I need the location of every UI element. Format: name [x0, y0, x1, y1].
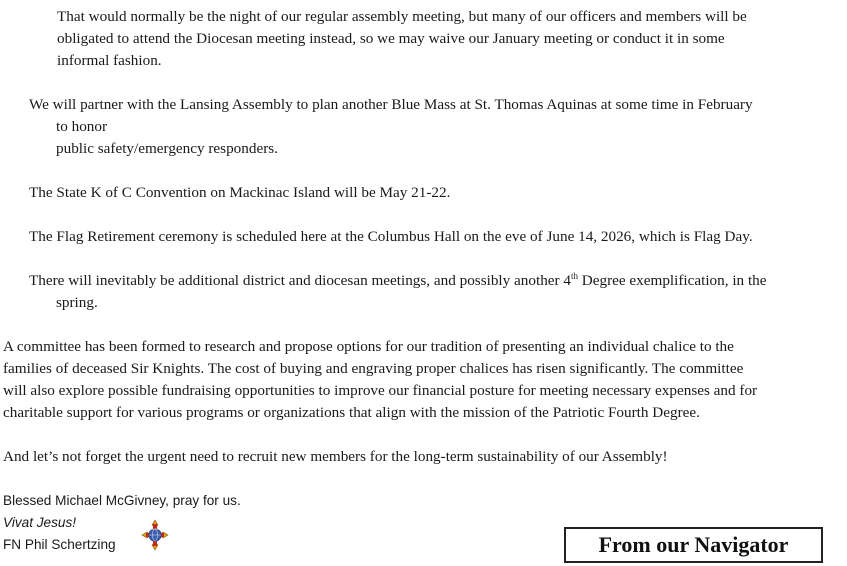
- text-line: [29, 270, 847, 292]
- signature-motto: Vivat Jesus!: [3, 515, 77, 530]
- text-line: The Flag Retirement ceremony is scheduled here at the Columbus Hall on the eve of June 14, 2026, which is Flag Day.: [29, 228, 753, 245]
- navigator-heading: From our Navigator: [598, 532, 789, 557]
- text-line: will also explore possible fundraising opportunities to improve our financial posture for meeting necessary expenses and for: [3, 382, 758, 399]
- paragraph-additional-meetings: [29, 270, 847, 314]
- paragraph-state-convention: [29, 182, 847, 204]
- signature-blessing: Blessed Michael McGivney, pray for us.: [3, 493, 241, 508]
- paragraph-blue-mass: [29, 94, 847, 160]
- fourth-degree-emblem-icon: [141, 519, 169, 551]
- text-line: The State K of C Convention on Mackinac Island will be May 21-22.: [29, 184, 451, 201]
- superscript: th: [570, 270, 578, 281]
- text-line: public safety/emergency responders.: [56, 140, 278, 157]
- text-line: That would normally be the night of our regular assembly meeting, but many of our officers and members will be: [57, 8, 747, 25]
- text-line: families of deceased Sir Knights. The cost of buying and engraving proper chalices has risen significantly. The committee: [3, 360, 744, 377]
- text-line: A committee has been formed to research and propose options for our tradition of presenting an individual chalice to the: [3, 338, 734, 355]
- text-fragment: Degree exemplification, in the: [578, 272, 767, 289]
- text-line: We will partner with the Lansing Assembly to plan another Blue Mass at St. Thomas Aquinas at some time in February: [29, 96, 753, 113]
- paragraph-january-meeting: [57, 6, 817, 72]
- text-line: spring.: [56, 294, 98, 311]
- signature-name: FN Phil Schertzing: [3, 537, 116, 552]
- text-line: to honor: [56, 118, 108, 135]
- text-line: obligated to attend the Diocesan meeting instead, so we may waive our January meeting or conduct it in some: [57, 30, 725, 47]
- text-line: charitable support for various programs or organizations that align with the mission of the Patriotic Fourth Degree.: [3, 404, 700, 421]
- text-fragment: There will inevitably be additional district and diocesan meetings, and possibly another 4: [29, 272, 571, 289]
- paragraph-recruit: [3, 446, 843, 468]
- text-line: informal fashion.: [57, 52, 162, 69]
- text-line: And let’s not forget the urgent need to recruit new members for the long-term sustainability of our Assembly!: [3, 448, 668, 465]
- paragraph-flag-retirement: [29, 226, 847, 248]
- paragraph-committee: [3, 336, 843, 424]
- navigator-heading-box: [564, 527, 823, 563]
